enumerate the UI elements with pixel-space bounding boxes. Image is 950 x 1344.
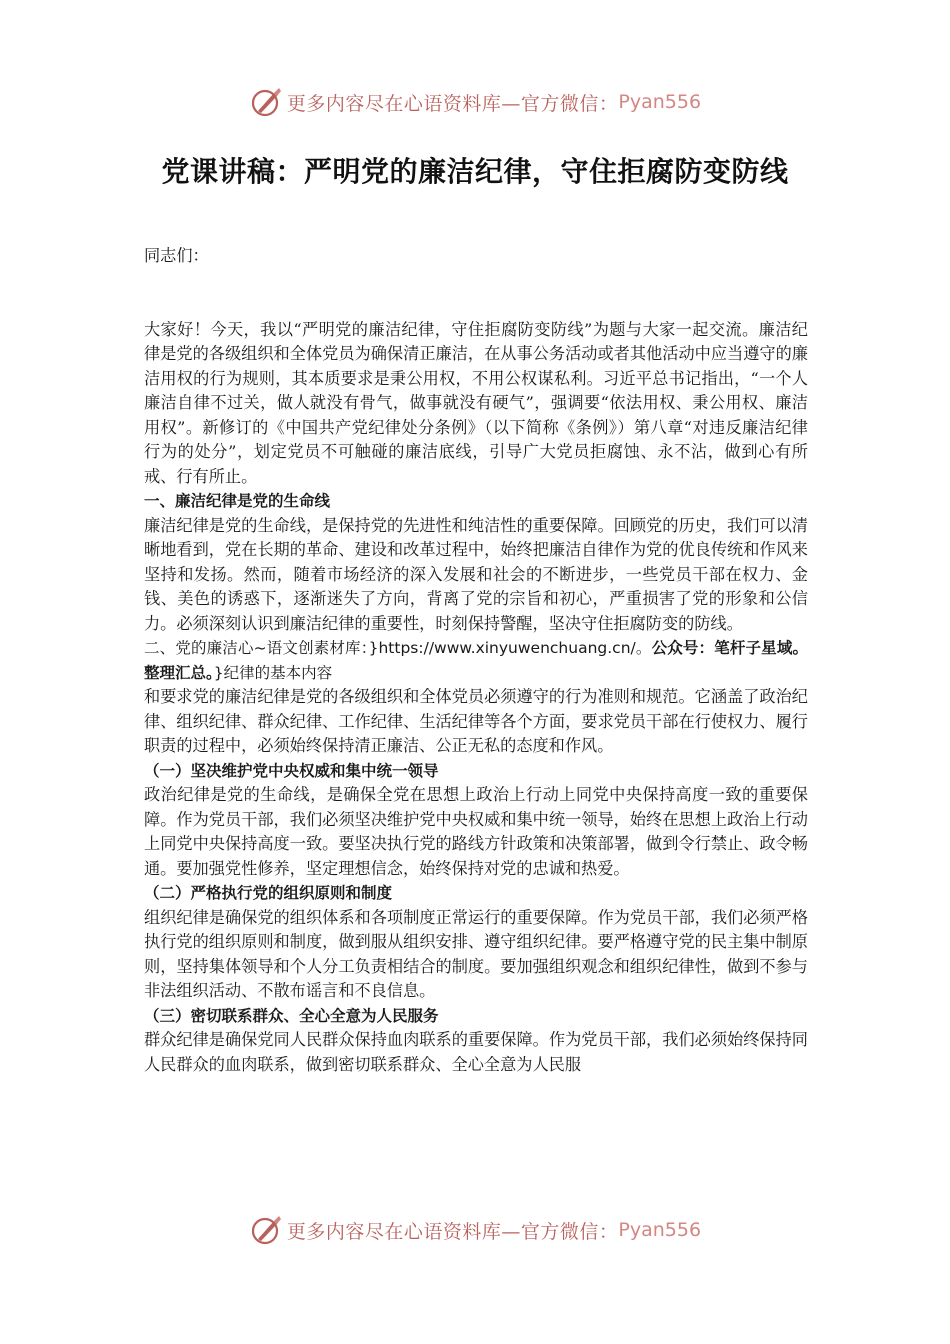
watermark-text: 更多内容尽在心语资料库—官方微信：: [286, 92, 619, 115]
document-body: [144, 244, 808, 1077]
watermark-wechat-id: Pyan556: [618, 1219, 702, 1241]
document-title: 党课讲稿：严明党的廉洁纪律，守住拒腐防变防线: [161, 155, 789, 188]
pen-circle-logo-icon: [249, 1213, 283, 1247]
section1-heading: 一、廉洁纪律是党的生命线: [144, 492, 331, 510]
sub2-heading: （二）严格执行党的组织原则和制度: [144, 884, 393, 902]
header-watermark: [0, 82, 950, 122]
watermark-text: 更多内容尽在心语资料库—官方微信：: [286, 1220, 619, 1243]
sub1-body: 政治纪律是党的生命线，是确保全党在思想上政治上行动上同党中央保持高度一致的重要保障。作为党员干部，我们必须坚决维护党中央权威和集中统一领导，始终在思想上政治上行动上同党中央保持高度一致。要坚决执行党的路线方针政策和决策部署，做到令行禁止、政令畅通。要加强党性修养，坚定理想信念，始终保持对党的忠诚和热爱。: [144, 785, 808, 878]
sub3-body: 群众纪律是确保党同人民群众保持血肉联系的重要保障。作为党员干部，我们必须始终保持同人民群众的血肉联系，做到密切联系群众、全心全意为人民服: [144, 1030, 808, 1074]
section2-heading: [144, 636, 808, 685]
intro-paragraph: 大家好！今天，我以“严明党的廉洁纪律，守住拒腐防变防线”为题与大家一起交流。廉洁纪律是党的各级组织和全体党员为确保清正廉洁，在从事公务活动或者其他活动中应当遵守的廉洁用权的行为规则，其本质要求是秉公用权，不用公权谋私利。习近平总书记指出，“一个人廉洁自律不过关，做人就没有骨气，做事就没有硬气”，强调要“依法用权、秉公用权、廉洁用权”。新修订的《中国共产党纪律处分条例》（以下简称《条例》）第八章“对违反廉洁纪律行为的处分”，划定党员不可触碰的廉洁底线，引导广大党员拒腐蚀、永不沾，做到心有所戒、行有所止。: [144, 319, 808, 486]
pen-circle-logo-icon: [249, 85, 283, 119]
sub1-heading: （一）坚决维护党中央权威和集中统一领导: [144, 761, 439, 780]
section2-heading-part-b: 公众号：笔杆子星域。整理汇总。: [144, 639, 808, 682]
watermark-wechat-id: Pyan556: [618, 91, 702, 113]
section1-body: 廉洁纪律是党的生命线，是保持党的先进性和纯洁性的重要保障。回顾党的历史，我们可以清晰地看到，党在长期的革命、建设和改革过程中，始终把廉洁自律作为党的优良传统和作风来坚持和发扬。然而，随着市场经济的深入发展和社会的不断进步，一些党员干部在权力、金钱、美色的诱惑下，逐渐迷失了方向，背离了党的宗旨和初心，严重损害了党的形象和公信力。必须深刻认识到廉洁纪律的重要性，时刻保持警醒，坚决守住拒腐防变的防线。: [144, 515, 808, 633]
spacer: [144, 293, 808, 318]
section2-body: 和要求党的廉洁纪律是党的各级组织和全体党员必须遵守的行为准则和规范。它涵盖了政治纪律、组织纪律、群众纪律、工作纪律、生活纪律等各个方面，要求党员干部在行使权力、履行职责的过程中，必须始终保持清正廉洁、公正无私的态度和作风。: [144, 687, 808, 755]
section2-heading-part-c: }纪律的基本内容: [213, 663, 333, 682]
sub3-heading: （三）密切联系群众、全心全意为人民服务: [144, 1006, 439, 1025]
footer-watermark: [0, 1210, 950, 1250]
sub2-body: 组织纪律是确保党的组织体系和各项制度正常运行的重要保障。作为党员干部，我们必须严格执行党的组织原则和制度，做到服从组织安排、遵守组织纪律。要严格遵守党的民主集中制原则，坚持集体领导和个人分工负责相结合的制度。要加强组织观念和组织纪律性，做到不参与非法组织活动、不散布谣言和不良信息。: [144, 907, 808, 1000]
greeting: 同志们：: [144, 246, 209, 265]
section2-heading-part-a: 二、党的廉洁心~语文创素材库：}https://www.xinyuwenchuang.cn/。: [144, 639, 652, 657]
